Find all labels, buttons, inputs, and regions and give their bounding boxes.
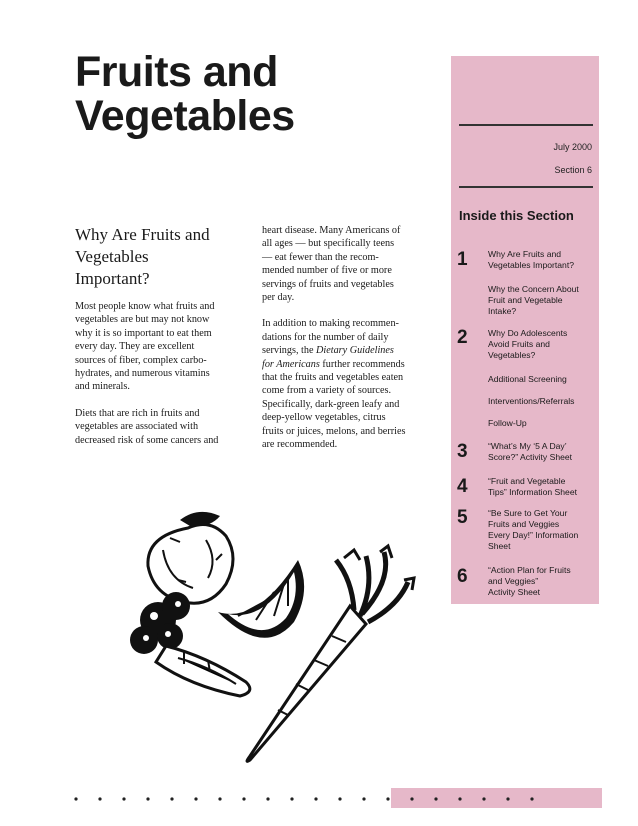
carrot-icon — [247, 546, 414, 761]
toc-item-6[interactable] — [488, 565, 594, 598]
title-line-1: Fruits and — [75, 48, 278, 96]
text-line: fruits or juices, melons, and berries — [262, 425, 406, 437]
toc-line: Every Day!” Information — [488, 530, 579, 540]
guidelines-title: Dietary Guidelines — [316, 345, 394, 357]
toc-number-1: 1 — [457, 249, 468, 270]
text-run: servings, the — [262, 345, 317, 357]
toc-item-4[interactable] — [488, 476, 594, 498]
text-line: sources of fiber, complex carbo- — [75, 354, 207, 366]
apple-icon — [148, 512, 233, 603]
toc-line: Interventions/Referrals — [488, 396, 575, 406]
toc-line: Why Are Fruits and — [488, 249, 562, 259]
heading-line: Important? — [75, 269, 150, 288]
text-line — [262, 358, 432, 371]
paragraph-4 — [262, 317, 432, 451]
toc-line: Why the Concern About — [488, 284, 579, 294]
toc-line: Follow-Up — [488, 418, 527, 428]
toc-line: Sheet — [488, 541, 511, 551]
text-line: Specifically, dark-green leafy and — [262, 398, 400, 410]
toc-line: “Action Plan for Fruits — [488, 565, 571, 575]
text-line: decreased risk of some cancers and — [75, 434, 219, 446]
toc-item-3[interactable] — [488, 441, 594, 463]
toc-line: “Be Sure to Get Your — [488, 508, 568, 518]
section-label: Section 6 — [554, 165, 592, 175]
broccoli-icon — [130, 592, 250, 696]
toc-item-5[interactable] — [488, 508, 594, 552]
sidebar-top-rule — [459, 124, 593, 126]
title-line-2: Vegetables — [75, 92, 295, 140]
heading-line: Vegetables — [75, 247, 149, 266]
text-line: come from a variety of sources. — [262, 385, 391, 397]
footer-dot-rule — [70, 794, 540, 804]
toc-line: and Veggies” — [488, 576, 539, 586]
toc-item-screening[interactable] — [488, 374, 594, 385]
text-line: deep-yellow vegetables, citrus — [262, 412, 386, 424]
toc-item-concern[interactable] — [488, 284, 594, 317]
text-line: mended number of five or more — [262, 265, 392, 277]
toc-line: “What’s My ‘5 A Day’ — [488, 441, 567, 451]
page-title — [75, 50, 415, 138]
text-line: and minerals. — [75, 381, 130, 393]
article-column-1 — [75, 224, 240, 460]
toc-line: Tips” Information Sheet — [488, 487, 578, 497]
toc-line: Fruit and Vegetable — [488, 295, 563, 305]
toc-line: Score?” Activity Sheet — [488, 452, 573, 462]
fruits-vegetables-illustration — [118, 510, 438, 780]
sidebar-bottom-rule — [459, 186, 593, 188]
paragraph-2 — [75, 407, 240, 447]
text-line: vegetables are associated with — [75, 421, 199, 433]
toc-number-3: 3 — [457, 441, 468, 462]
toc-line: Activity Sheet — [488, 587, 541, 597]
text-line: In addition to making recommen- — [262, 318, 399, 330]
heading-line: Why Are Fruits and — [75, 225, 210, 244]
toc-line: Additional Screening — [488, 374, 567, 384]
toc-line: Vegetables? — [488, 350, 536, 360]
toc-heading: Inside this Section — [459, 208, 574, 223]
toc-item-interventions[interactable] — [488, 396, 594, 407]
article-column-2 — [262, 224, 432, 465]
toc-item-follow-up[interactable] — [488, 418, 594, 429]
text-line: Diets that are rich in fruits and — [75, 407, 200, 419]
toc-number-4: 4 — [457, 476, 468, 497]
text-line: Most people know what fruits and — [75, 301, 215, 312]
text-line: heart disease. Many Americans of — [262, 225, 401, 236]
toc-item-1[interactable] — [488, 249, 594, 271]
issue-date: July 2000 — [553, 142, 592, 152]
text-line: why it is so important to eat them — [75, 327, 212, 339]
toc-number-6: 6 — [457, 566, 468, 587]
text-line: every day. They are excellent — [75, 341, 195, 353]
toc-line: Vegetables Important? — [488, 260, 574, 270]
toc-line: Fruits and Veggies — [488, 519, 560, 529]
text-line: — eat fewer than the recom- — [262, 251, 379, 263]
text-line: dations for the number of daily — [262, 331, 389, 343]
text-line: that the fruits and vegetables eaten — [262, 372, 404, 384]
toc-line: Avoid Fruits and — [488, 339, 550, 349]
paragraph-3 — [262, 224, 432, 304]
text-run: further recommends — [319, 358, 405, 370]
text-line: hydrates, and numerous vitamins — [75, 368, 210, 380]
toc-line: “Fruit and Vegetable — [488, 476, 566, 486]
paragraph-1 — [75, 300, 240, 394]
text-line: are recommended. — [262, 439, 338, 451]
text-line: servings of fruits and vegetables — [262, 278, 394, 290]
guidelines-title: for Americans — [262, 358, 320, 370]
toc-number-5: 5 — [457, 507, 468, 528]
text-line: vegetables are but may not know — [75, 314, 210, 326]
text-line: all ages — but specifically teens — [262, 238, 395, 250]
toc-line: Why Do Adolescents — [488, 328, 568, 338]
text-line: per day. — [262, 292, 295, 304]
toc-item-2[interactable] — [488, 328, 594, 361]
toc-number-2: 2 — [457, 327, 468, 348]
article-heading — [75, 224, 240, 290]
toc-line: Intake? — [488, 306, 517, 316]
text-line — [262, 344, 432, 357]
